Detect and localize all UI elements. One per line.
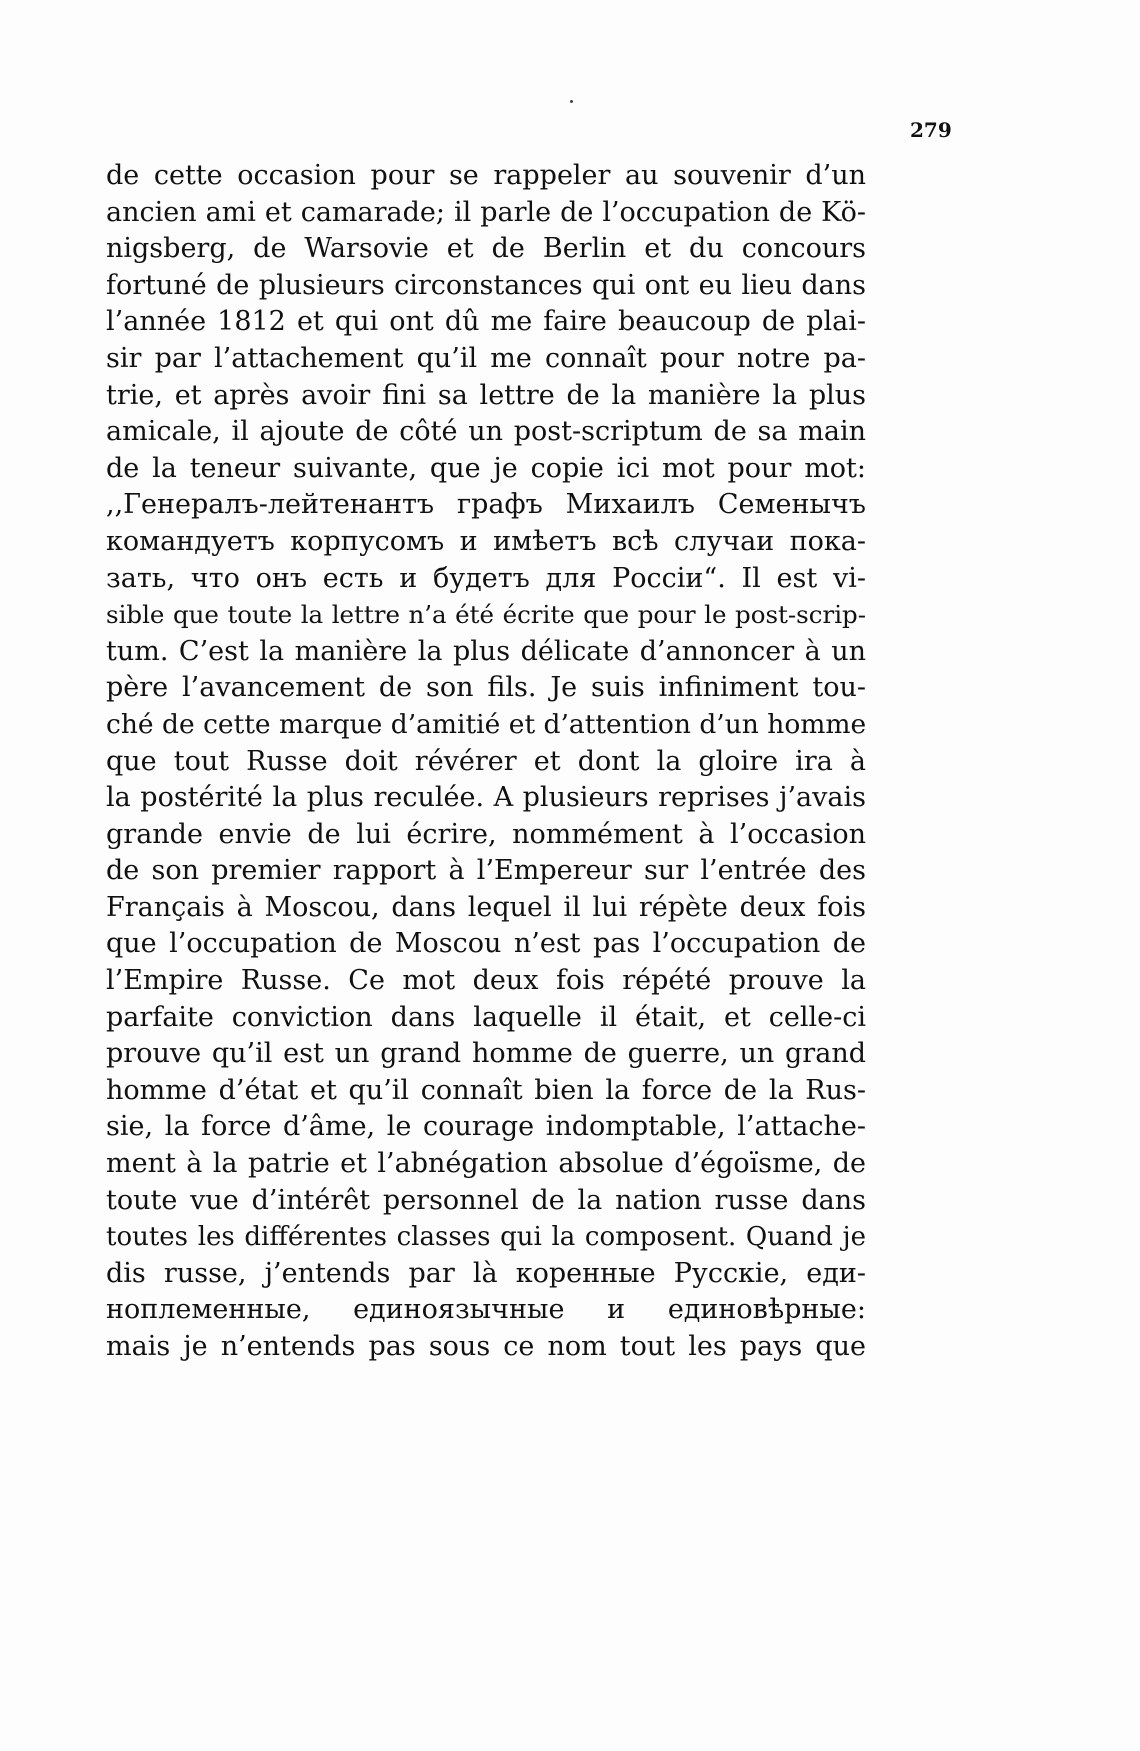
text-line: amicale, il ajoute de côté un post-scriptum de sa main (106, 416, 866, 448)
page-number: 279 (910, 118, 952, 142)
text-line: mais je n’entends pas sous ce nom tout les pays que (106, 1331, 866, 1362)
body-text (106, 158, 866, 1366)
text-line: fortuné de plusieurs circonstances qui ont eu lieu dans (106, 269, 866, 301)
print-speck (570, 100, 573, 103)
text-line: ancien ami et camarade; il parle de l’occupation de Kö- (106, 196, 866, 228)
text-line: prouve qu’il est un grand homme de guerre, un grand (106, 1038, 866, 1070)
text-line: que l’occupation de Moscou n’est pas l’occupation de (106, 928, 866, 960)
text-line: toutes les différentes classes qui la composent. Quand je (106, 1222, 866, 1253)
text-line: sie, la force d’âme, le courage indomptable, l’attache- (106, 1111, 866, 1143)
text-line: командуетъ корпусомъ и имѣетъ всѣ случаи пока- (106, 525, 866, 557)
text-line: la postérité la plus reculée. A plusieurs reprises j’avais (106, 782, 866, 814)
text-line: parfaite conviction dans laquelle il était, et celle-ci (106, 1001, 866, 1033)
text-line: de cette occasion pour se rappeler au souvenir d’un (106, 160, 866, 191)
text-line: que tout Russe doit révérer et dont la gloire ira à (106, 745, 866, 777)
text-line: l’année 1812 et qui ont dû me faire beaucoup de plai- (106, 306, 866, 338)
text-line: sir par l’attachement qu’il me connaît pour notre pa- (106, 342, 866, 374)
text-line: Français à Moscou, dans lequel il lui répète deux fois (106, 891, 866, 923)
text-line: tum. C’est la manière la plus délicate d’annoncer à un (106, 635, 866, 667)
text-line: trie, et après avoir fini sa lettre de la manière la plus (106, 379, 866, 411)
text-line: nigsberg, de Warsovie et de Berlin et du concours (106, 233, 866, 265)
text-line: ноплеменные, единоязычные и единовѣрные: (106, 1294, 866, 1326)
text-line: homme d’état et qu’il connaît bien la force de la Rus- (106, 1074, 866, 1106)
text-line: зать, что онъ есть и будетъ для Россіи“. Il est vi- (106, 562, 866, 594)
text-line: ment à la patrie et l’abnégation absolue d’égoïsme, de (106, 1148, 866, 1180)
text-line: ,,Генералъ-лейтенантъ графъ Михаилъ Семенычъ (106, 489, 866, 521)
text-line: sible que toute la lettre n’a été écrite que pour le post-scrip- (106, 600, 866, 630)
text-line: père l’avancement de son fils. Je suis infiniment tou- (106, 672, 866, 704)
text-line: toute vue d’intérêt personnel de la nation russe dans (106, 1184, 866, 1216)
text-line: dis russe, j’entends par là коренные Русскіе, еди- (106, 1257, 866, 1289)
text-line: grande envie de lui écrire, nommément à l’occasion (106, 818, 866, 850)
text-line: l’Empire Russe. Ce mot deux fois répété prouve la (106, 965, 866, 997)
text-line: de son premier rapport à l’Empereur sur l’entrée des (106, 855, 866, 887)
text-line: ché de cette marque d’amitié et d’attention d’un homme (106, 708, 866, 740)
text-line: de la teneur suivante, que je copie ici mot pour mot: (106, 452, 866, 484)
